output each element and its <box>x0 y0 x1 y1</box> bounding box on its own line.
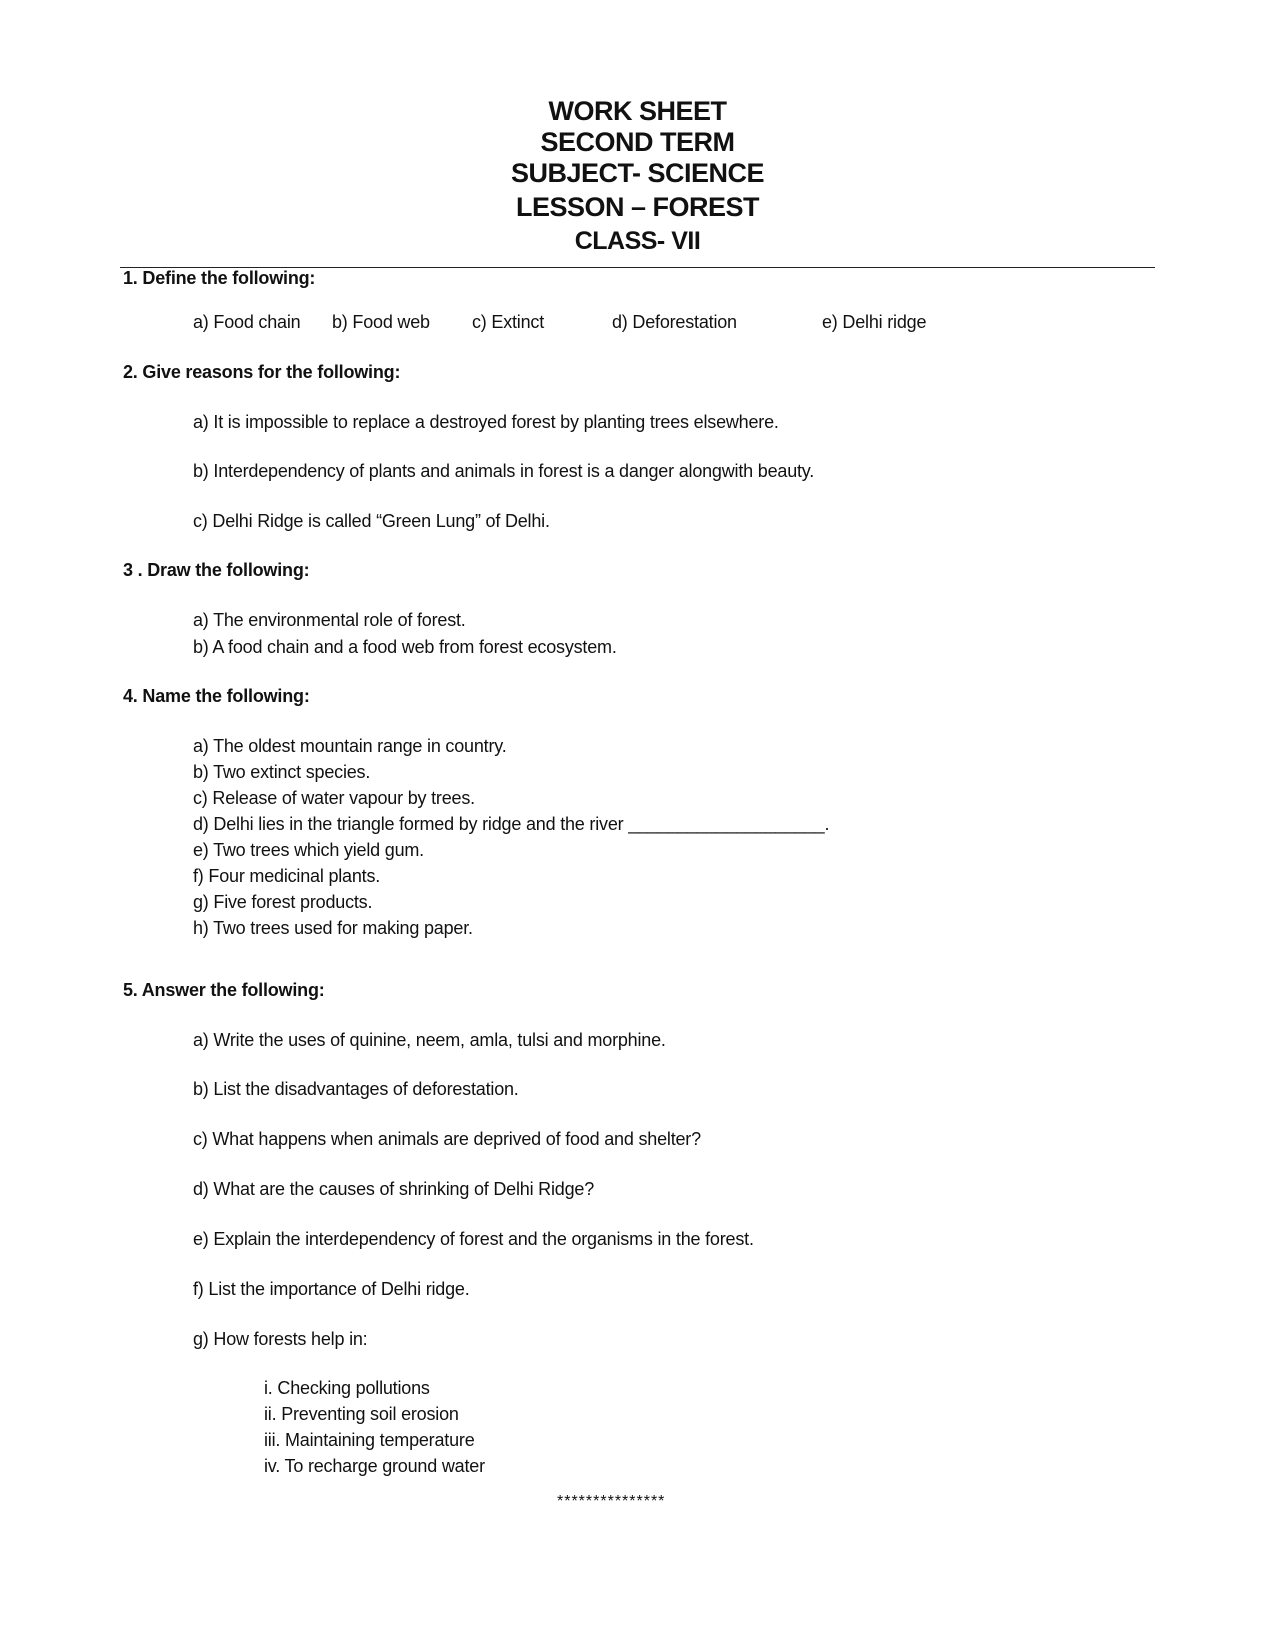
list-item: h) Two trees used for making paper. <box>193 918 473 938</box>
section-heading: 2. Give reasons for the following: <box>123 362 401 382</box>
sub-item: i. Checking pollutions <box>264 1378 430 1398</box>
list-item: f) List the importance of Delhi ridge. <box>193 1279 470 1299</box>
section-heading: 5. Answer the following: <box>123 980 325 1000</box>
list-item: g) Five forest products. <box>193 892 373 912</box>
list-item: a) It is impossible to replace a destroyed forest by planting trees elsewhere. <box>193 412 779 432</box>
list-item: b) List the disadvantages of deforestation. <box>193 1079 519 1099</box>
list-item: e) Explain the interdependency of forest and the organisms in the forest. <box>193 1229 754 1249</box>
list-item: d) What are the causes of shrinking of Delhi Ridge? <box>193 1179 595 1199</box>
section-heading: 1. Define the following: <box>123 268 316 288</box>
list-item: b) Two extinct species. <box>193 762 371 782</box>
list-item: e) Delhi ridge <box>822 312 927 332</box>
list-item: c) Release of water vapour by trees. <box>193 788 475 808</box>
list-item: c) Extinct <box>472 312 545 332</box>
list-item: a) The oldest mountain range in country. <box>193 736 507 756</box>
list-item: g) How forests help in: <box>193 1329 368 1349</box>
list-item: f) Four medicinal plants. <box>193 866 381 886</box>
term: SECOND TERM <box>540 127 735 157</box>
list-item: d) Delhi lies in the triangle formed by ridge and the river ____________________. <box>193 814 830 834</box>
list-item: b) Interdependency of plants and animals in forest is a danger alongwith beauty. <box>193 461 815 481</box>
section-heading: 3 . Draw the following: <box>123 560 310 580</box>
list-item: c) Delhi Ridge is called “Green Lung” of Delhi. <box>193 511 550 531</box>
list-item: e) Two trees which yield gum. <box>193 840 424 860</box>
title: WORK SHEET <box>548 96 727 126</box>
lesson: LESSON – FOREST <box>515 192 760 222</box>
list-item: b) Food web <box>332 312 430 332</box>
list-item: a) Food chain <box>193 312 301 332</box>
list-item: d) Deforestation <box>612 312 737 332</box>
sub-item: ii. Preventing soil erosion <box>264 1404 459 1424</box>
class: CLASS- VII <box>574 227 701 255</box>
list-item: c) What happens when animals are deprived of food and shelter? <box>193 1129 701 1149</box>
subject: SUBJECT- SCIENCE <box>510 158 765 188</box>
footer-stars: *************** <box>557 1493 666 1510</box>
list-item: b) A food chain and a food web from forest ecosystem. <box>193 637 617 657</box>
sub-item: iv. To recharge ground water <box>264 1456 485 1476</box>
list-item: a) Write the uses of quinine, neem, amla, tulsi and morphine. <box>193 1030 666 1050</box>
sub-item: iii. Maintaining temperature <box>264 1430 475 1450</box>
list-item: a) The environmental role of forest. <box>193 610 466 630</box>
section-heading: 4. Name the following: <box>123 686 310 706</box>
